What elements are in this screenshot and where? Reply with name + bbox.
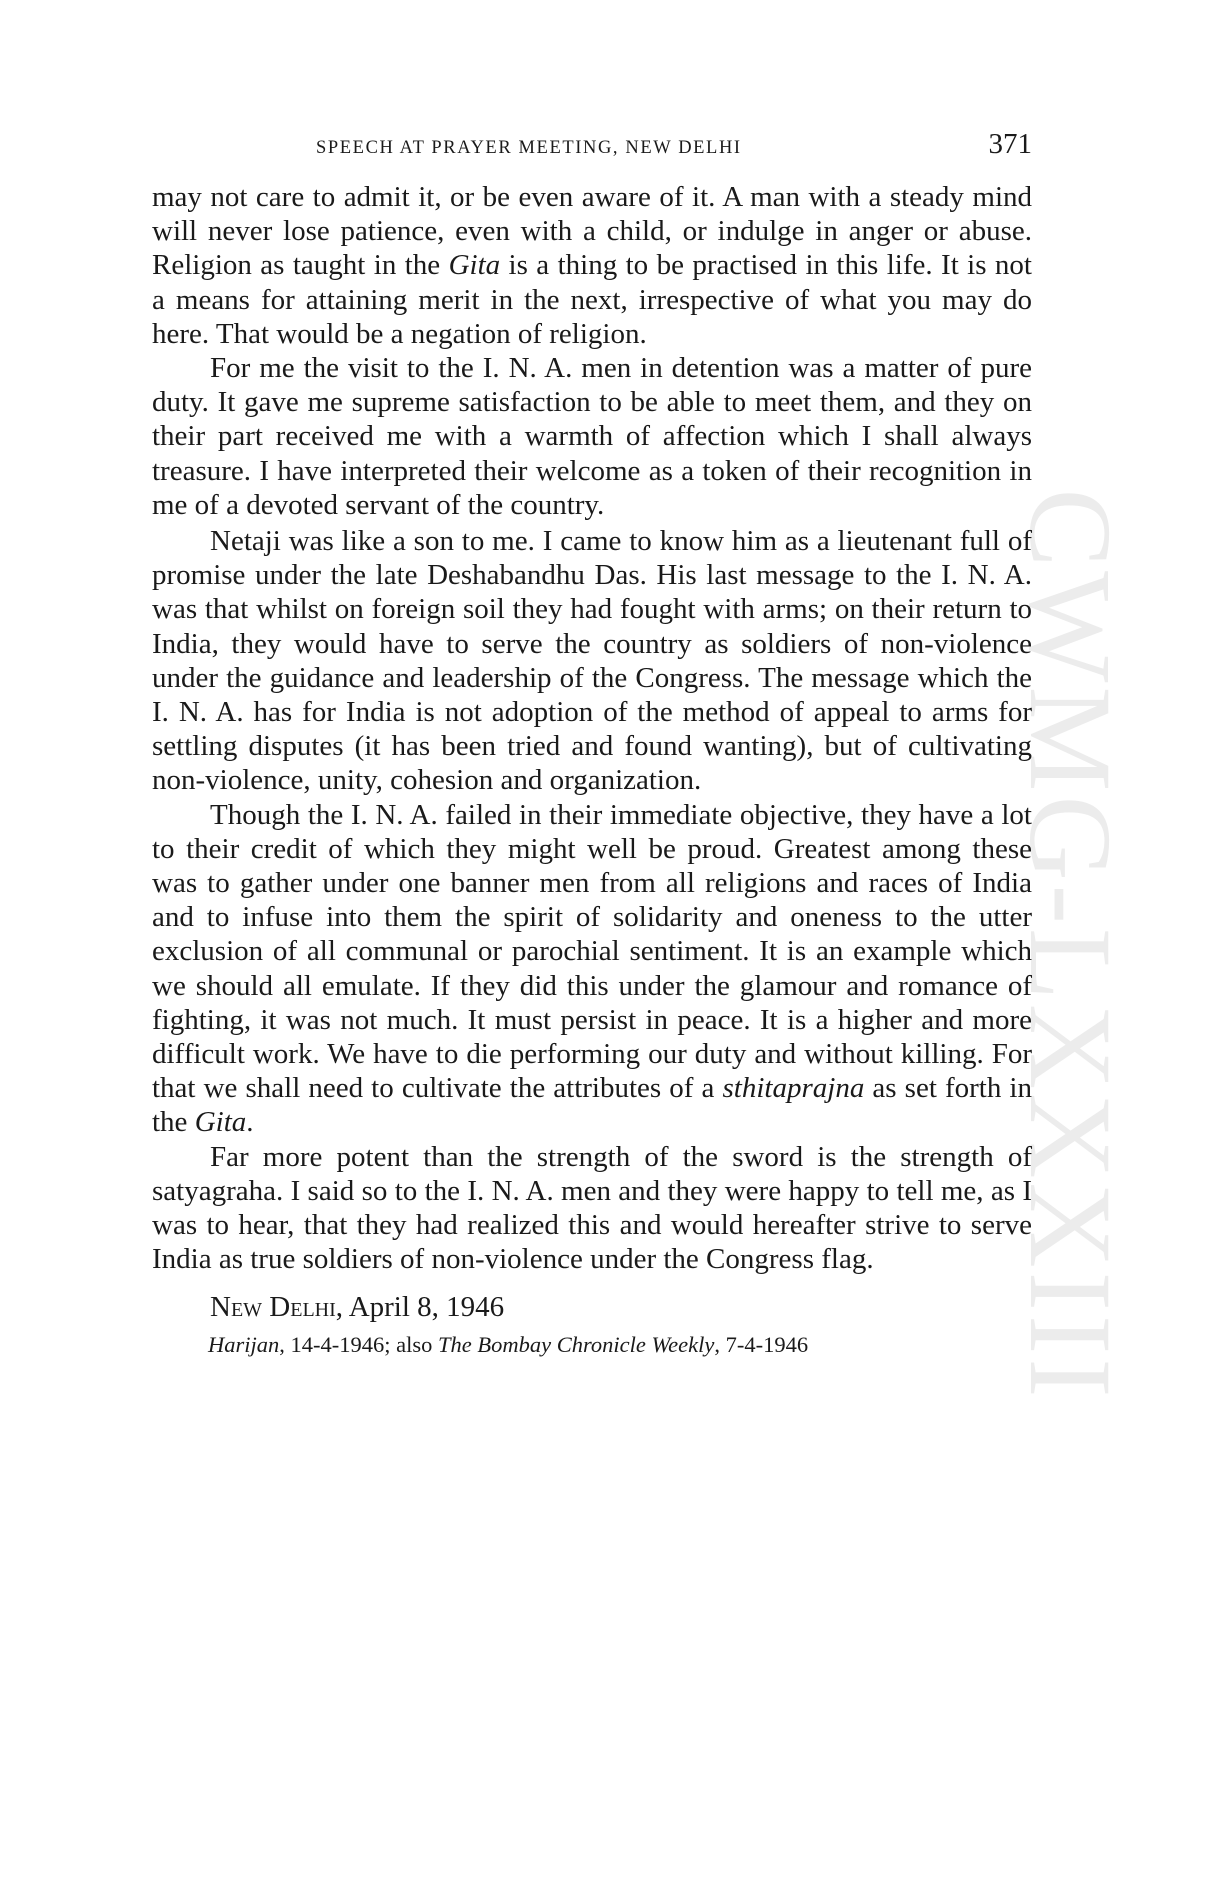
dateline: [152, 1290, 1032, 1324]
paragraph: For me the visit to the I. N. A. men in detention was a matter of pure duty. It gave me supreme satisfaction to be able to meet them, and they on their part received me with a warmth of affection which I shall always treasure. I have interpreted their welcome as a token of their recognition in me of a devoted servant of the country.: [152, 352, 1032, 521]
running-header: [152, 128, 1032, 168]
paragraph: Far more potent than the strength of the sword is the strength of satyagraha. I said so to the I. N. A. men and they were happy to tell me, as I was to hear, that they had realized this and would hereafter strive to serve India as true soldiers of non-violence under the Congress flag.: [152, 1140, 1032, 1276]
page-number: 371: [988, 128, 1032, 160]
paragraph: Though the I. N. A. failed in their immediate objective, they have a lot to their credit of which they might well be proud. Greatest among these was to gather under one banner men from all religions and races of India and to infuse into them the spirit of solidarity and oneness to the utter exclusion of all communal or parochial sentiment. It is an example which we should all emulate. If they did this under the glamour and romance of fighting, it was not much. It must persist in peace. It is a higher and more difficult work. We have to die performing our duty and without killing. For that we shall need to cultivate the attributes of a sthitaprajna as set forth in the Gita.: [152, 798, 1032, 1139]
watermark-text: CWMG-LXXXIII: [1005, 488, 1136, 1402]
dateline-date: April 8, 1946: [348, 1290, 505, 1323]
body-text: [152, 180, 1032, 1360]
running-title: SPEECH AT PRAYER MEETING, NEW DELHI: [316, 138, 742, 158]
source-citation: Harijan, 14-4-1946; also The Bombay Chronicle Weekly, 7-4-1946: [208, 1331, 809, 1357]
paragraph: may not care to admit it, or be even aware of it. A man with a steady mind will never lose patience, even with a child, or indulge in anger or abuse. Religion as taught in the Gita is a thing to be practised in this life. It is not a means for attaining merit in the next, irrespective of what you may do here. That would be a negation of religion.: [152, 181, 1032, 350]
dateline-place: New Delhi,: [210, 1290, 344, 1323]
paragraph: Netaji was like a son to me. I came to know him as a lieutenant full of promise under the late Deshabandhu Das. His last message to the I. N. A. was that whilst on foreign soil they had fought with arms; on their return to India, they would have to serve the country as soldiers of non-violence under the guidance and leadership of the Congress. The message which the I. N. A. has for India is not adoption of the method of appeal to arms for settling disputes (it has been tried and found wanting), but of cultivating non-violence, unity, cohesion and organization.: [152, 525, 1032, 797]
